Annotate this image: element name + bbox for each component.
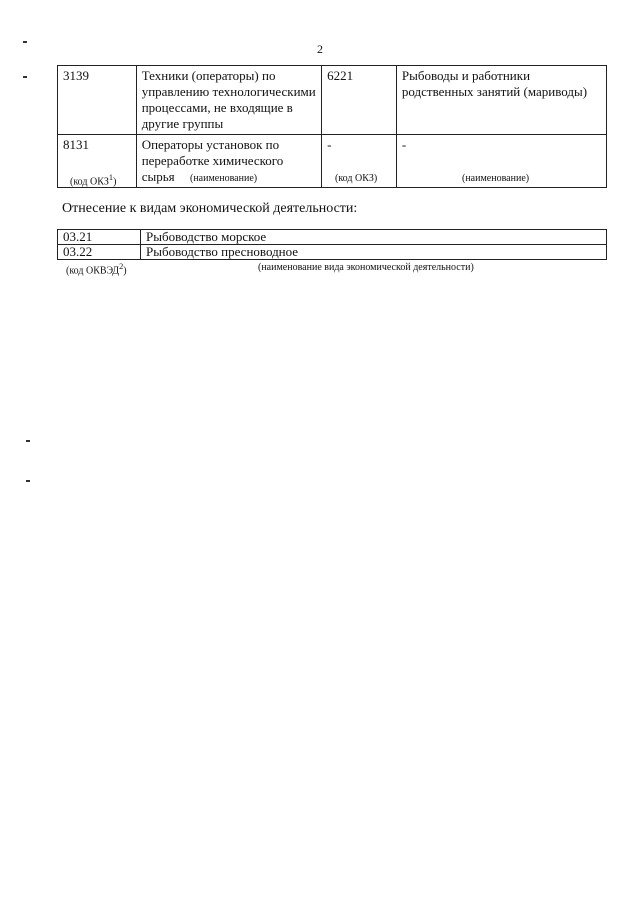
footnote-ref: 2 <box>119 262 124 271</box>
okz-code-cell: 3139 <box>58 66 137 135</box>
scan-mark <box>26 440 30 442</box>
okz-code-cell: 8131 <box>58 135 137 188</box>
page-number: 2 <box>317 42 323 56</box>
okved-name-cell: Рыбоводство морское <box>141 230 607 245</box>
okz3-name-cell: - <box>396 135 606 188</box>
okz3-code-cell: 6221 <box>322 66 397 135</box>
table-row <box>58 230 607 245</box>
okz3-code-cell: - <box>322 135 397 188</box>
caption-text: (код ОКЗ <box>70 176 109 188</box>
okz3-name-cell: Рыбоводы и работники родственных занятий (мариводы) <box>396 66 606 135</box>
caption-text: (код ОКВЭД <box>66 265 120 277</box>
okved-code-caption <box>66 262 127 276</box>
caption-close: ) <box>123 265 127 277</box>
okz3-name-caption: (наименование) <box>462 173 530 184</box>
okz3-code-caption: (код ОКЗ) <box>335 173 378 184</box>
okved-name-cell: Рыбоводство пресноводное <box>141 245 607 260</box>
scan-mark <box>23 76 27 78</box>
okz-name-caption: (наименование) <box>190 173 258 184</box>
activity-codes-table <box>57 229 607 260</box>
section-heading: Отнесение к видам экономической деятельности: <box>62 201 358 216</box>
okz-name-cell: Техники (операторы) по управлению технологическими процессами, не входящие в другие группы <box>136 66 321 135</box>
okz-code-caption <box>70 173 116 187</box>
okved-code-cell: 03.21 <box>58 230 141 245</box>
table-row <box>58 66 607 135</box>
table-row <box>58 245 607 260</box>
scan-mark <box>26 480 30 482</box>
footnote-ref: 1 <box>108 173 114 182</box>
okz-name-cell: Операторы установок по переработке химического сырья <box>136 135 321 188</box>
caption-close: ) <box>113 176 117 188</box>
okved-code-cell: 03.22 <box>58 245 141 260</box>
occupation-codes-table <box>57 65 607 188</box>
okved-name-caption: (наименование вида экономической деятельности) <box>258 262 474 273</box>
